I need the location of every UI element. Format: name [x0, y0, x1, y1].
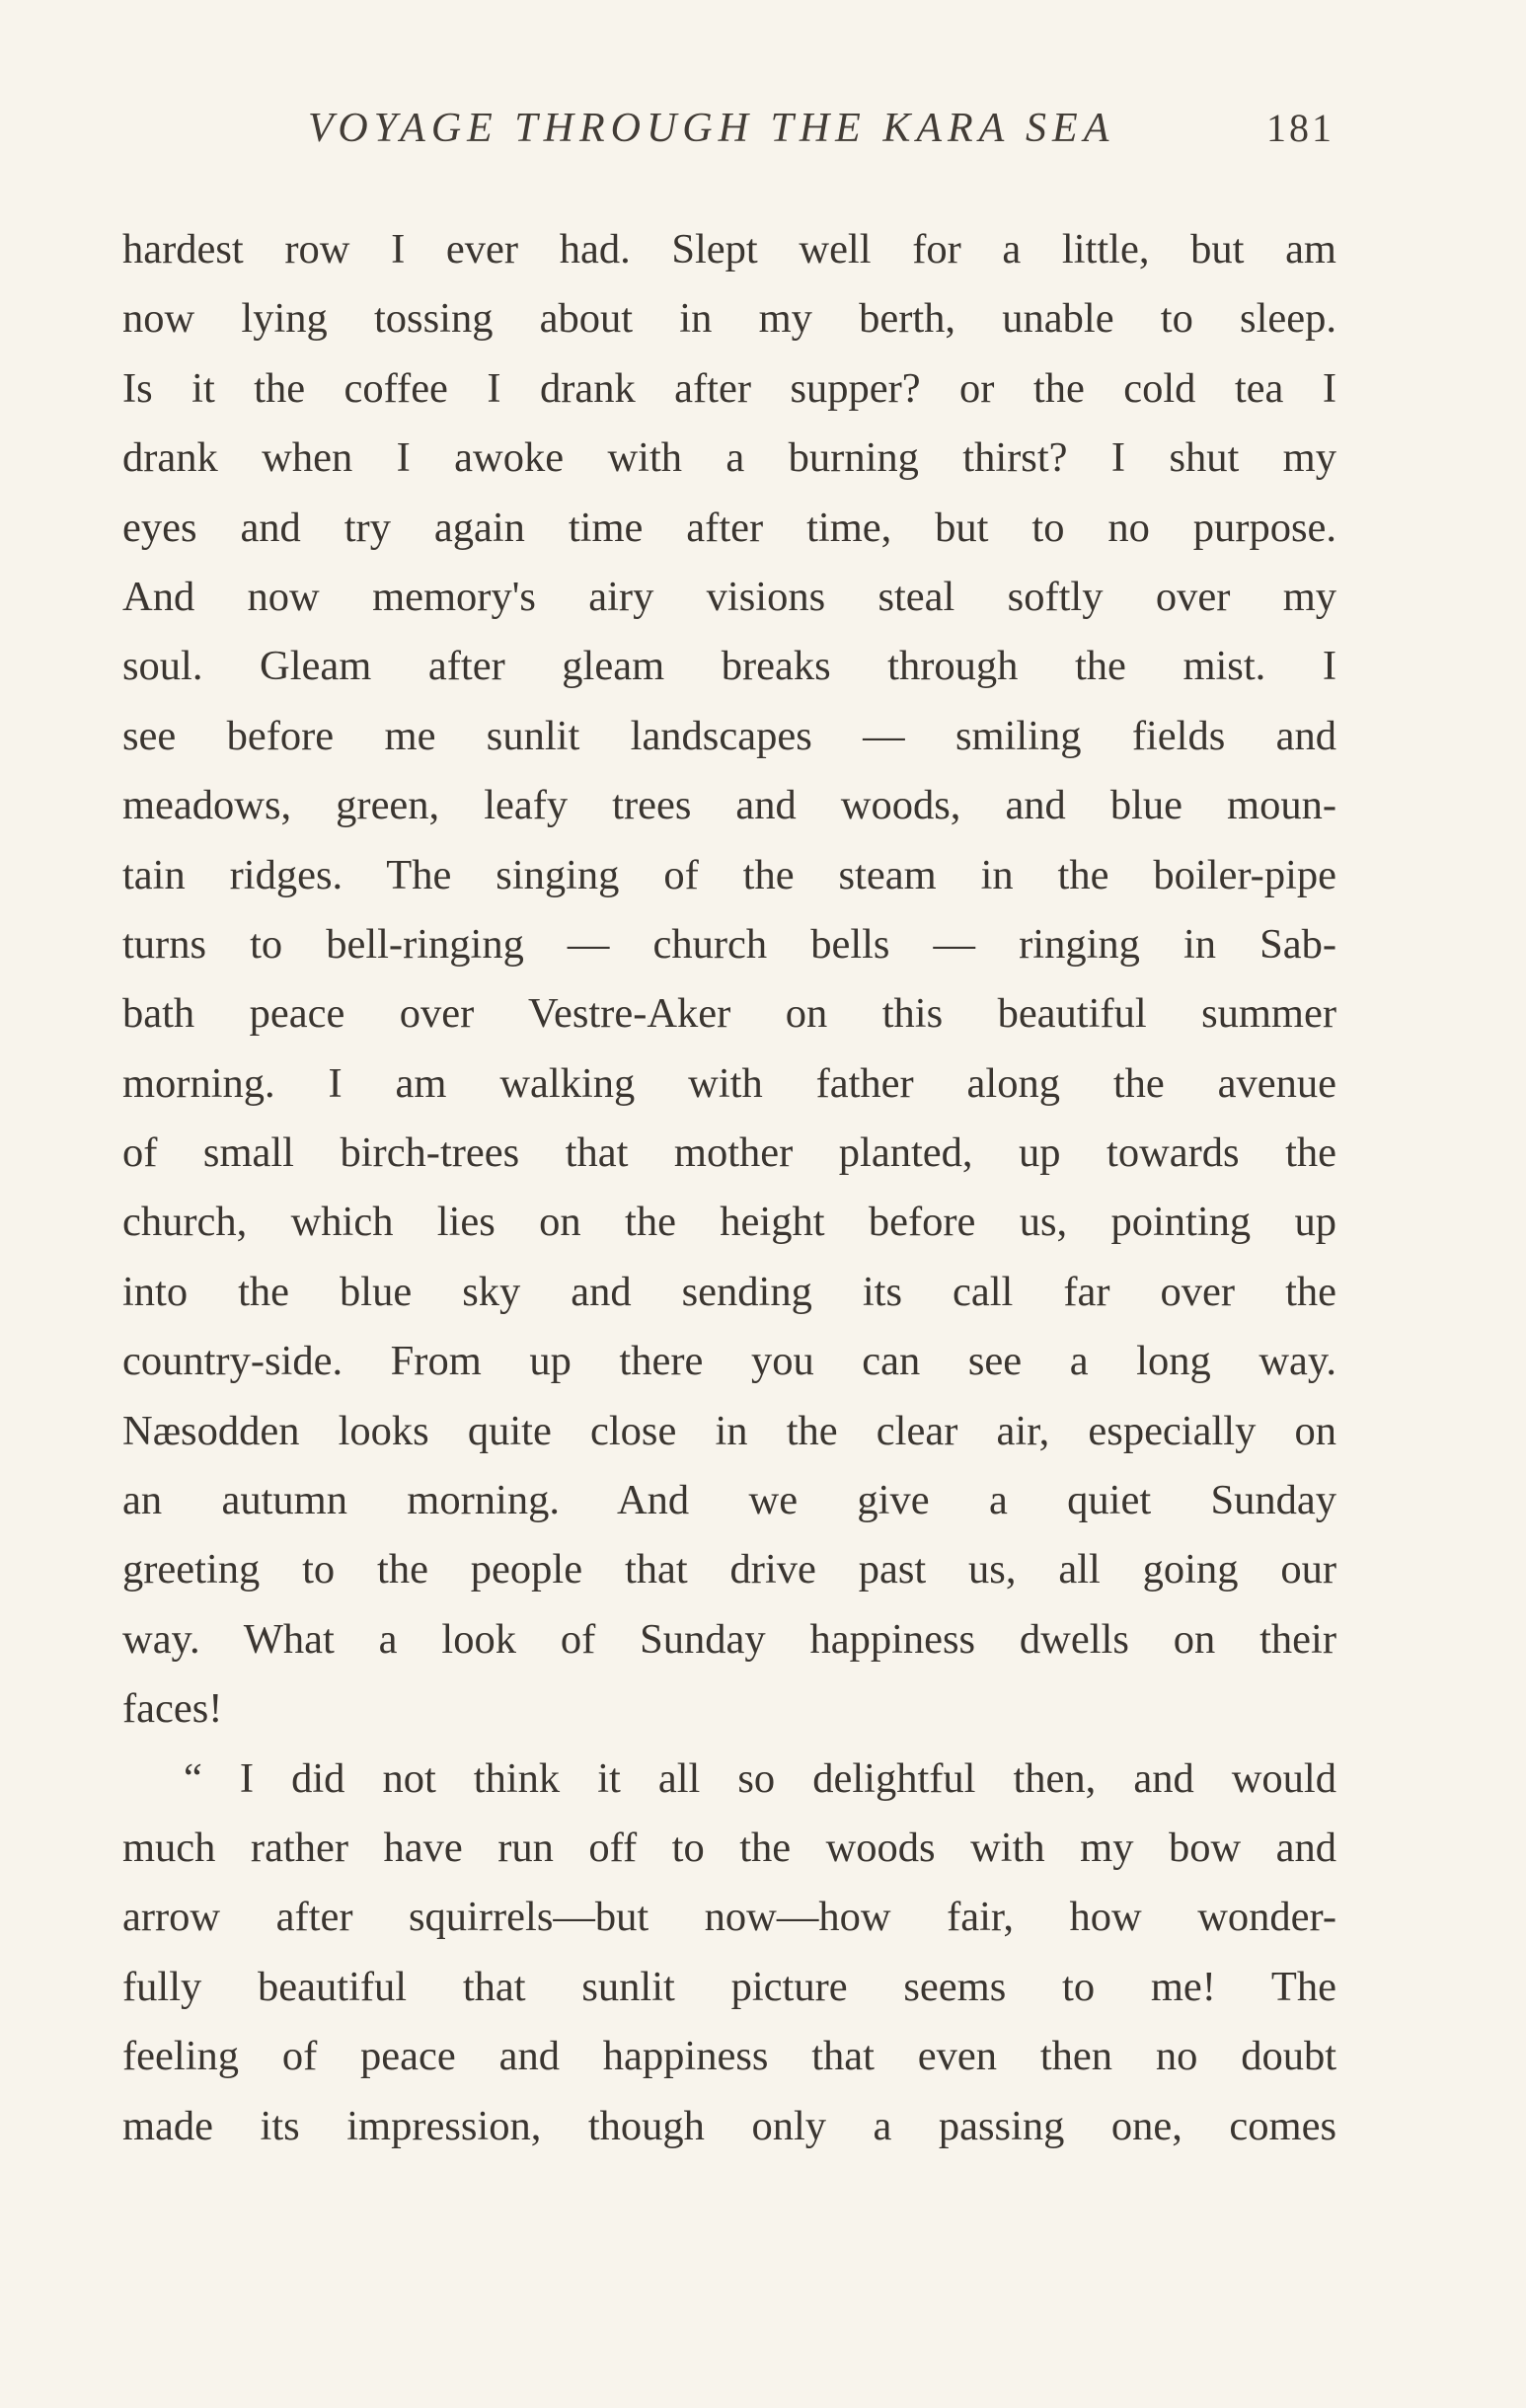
- text-line: soul. Gleam after gleam breaks through the mist. I: [122, 643, 1336, 690]
- text-line: see before me sunlit landscapes — smiling fields and: [122, 712, 1336, 759]
- text-line: bath peace over Vestre-Aker on this beautiful summer: [122, 990, 1336, 1038]
- running-title: VOYAGE THROUGH THE KARA SEA: [308, 106, 1115, 151]
- text-line: turns to bell-ringing — church bells — ringing in Sab-: [122, 920, 1336, 968]
- text-line: hardest row I ever had. Slept well for a little, but am: [122, 226, 1336, 272]
- text-line: meadows, green, leafy trees and woods, and blue moun-: [122, 782, 1336, 829]
- text-line: Næsodden looks quite close in the clear air, especially on: [122, 1407, 1336, 1454]
- paragraph-start-line: “ I did not think it all so delightful then, and would: [184, 1754, 1336, 1802]
- text-line: And now memory's airy visions steal softly over my: [122, 573, 1336, 620]
- text-line: into the blue sky and sending its call far over the: [122, 1268, 1336, 1315]
- text-line: tain ridges. The singing of the steam in the boiler-pipe: [122, 851, 1336, 898]
- text-line: Is it the coffee I drank after supper? or the cold tea I: [122, 364, 1336, 412]
- text-line: feeling of peace and happiness that even then no doubt: [122, 2033, 1336, 2080]
- text-line: country-side. From up there you can see a long way.: [122, 1338, 1336, 1385]
- text-line: made its impression, though only a passing one, comes: [122, 2102, 1336, 2149]
- paragraph-end-line: faces!: [122, 1685, 223, 1733]
- running-head: [124, 105, 1335, 164]
- body-text: [122, 215, 1336, 2161]
- text-line: fully beautiful that sunlit picture seems to me! The: [122, 1963, 1336, 2010]
- text-line: eyes and try again time after time, but to no purpose.: [122, 504, 1336, 551]
- text-line: now lying tossing about in my berth, unable to sleep.: [122, 295, 1336, 343]
- text-line: greeting to the people that drive past us, all going our: [122, 1546, 1336, 1593]
- text-line: arrow after squirrels—but now—how fair, how wonder-: [122, 1894, 1336, 1941]
- text-line: of small birch-trees that mother planted, up towards the: [122, 1129, 1336, 1177]
- text-line: an autumn morning. And we give a quiet Sunday: [122, 1477, 1336, 1524]
- page-number: 181: [1266, 106, 1335, 150]
- text-line: morning. I am walking with father along the avenue: [122, 1059, 1336, 1107]
- text-line: drank when I awoke with a burning thirst? I shut my: [122, 434, 1336, 482]
- text-line: much rather have run off to the woods with my bow and: [122, 1824, 1336, 1871]
- text-line: church, which lies on the height before us, pointing up: [122, 1199, 1336, 1246]
- text-line: way. What a look of Sunday happiness dwells on their: [122, 1615, 1336, 1663]
